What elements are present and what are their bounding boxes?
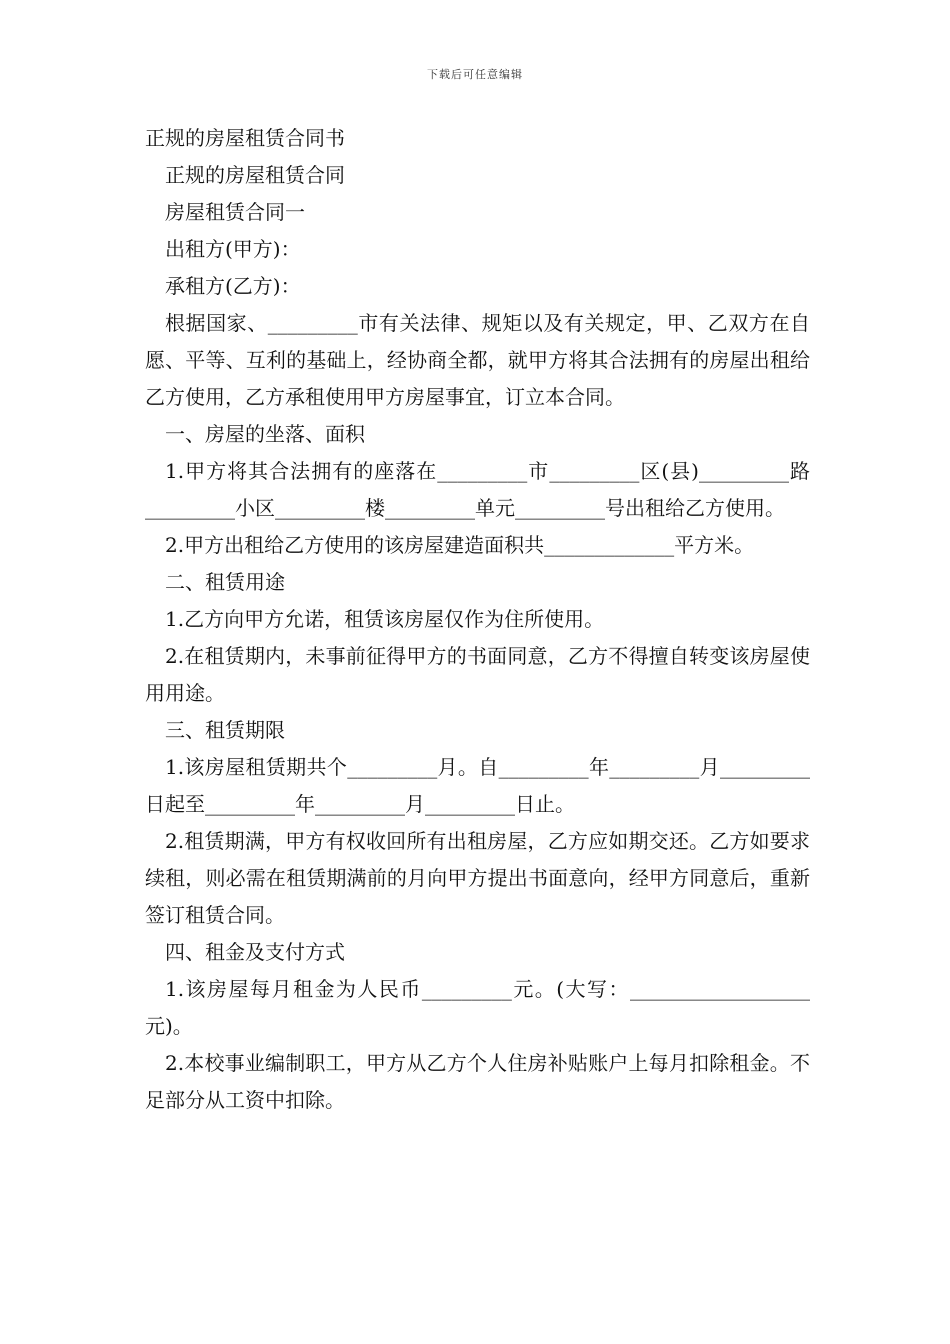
preamble-paragraph: 根据国家、_________市有关法律、规矩以及有关规定，甲、乙双方在自愿、平等、互利的基础上，经协商全都，就甲方将其合法拥有的房屋出租给乙方使用，乙方承租使用甲方房屋事宜，订立本合同。 [145,311,810,409]
section-heading-location: 一、房屋的坐落、面积 [165,422,365,446]
page-header-note: 下载后可任意编辑 [427,68,523,81]
clause-area: 2.甲方出租给乙方使用的该房屋建造面积共_____________平方米。 [165,533,755,557]
clause-rent-amount: 1.该房屋每月租金为人民币_________元。(大写：__________________元)。 [145,977,810,1038]
clause-rent-deduction: 2.本校事业编制职工，甲方从乙方个人住房补贴账户上每月扣除租金。不足部分从工资中扣除。 [145,1051,810,1112]
contract-subtitle: 正规的房屋租赁合同 [165,163,345,187]
section-heading-rent: 四、租金及支付方式 [165,940,345,964]
lessee-line: 承租方(乙方)： [165,274,301,298]
document-title: 正规的房屋租赁合同书 [145,126,345,150]
clause-use-residential: 1.乙方向甲方允诺，租赁该房屋仅作为住所使用。 [165,607,605,631]
document-body [145,120,810,1119]
lessor-line: 出租方(甲方)： [165,237,301,261]
contract-heading: 房屋租赁合同一 [165,200,305,224]
clause-term-period: 1.该房屋租赁期共个_________月。自_________年_________月_________日起至_________年_________月_________日止。 [145,755,810,816]
section-heading-use: 二、租赁用途 [165,570,285,594]
clause-term-renewal: 2.租赁期满，甲方有权收回所有出租房屋，乙方应如期交还。乙方如要求续租，则必需在租赁期满前的月向甲方提出书面意向，经甲方同意后，重新签订租赁合同。 [145,829,810,927]
section-heading-term: 三、租赁期限 [165,718,285,742]
clause-location: 1.甲方将其合法拥有的座落在_________市_________区(县)_________路_________小区_________楼_________单元_________号出租给乙方使用。 [145,459,810,520]
clause-use-change: 2.在租赁期内，未事前征得甲方的书面同意，乙方不得擅自转变该房屋使用用途。 [145,644,810,705]
